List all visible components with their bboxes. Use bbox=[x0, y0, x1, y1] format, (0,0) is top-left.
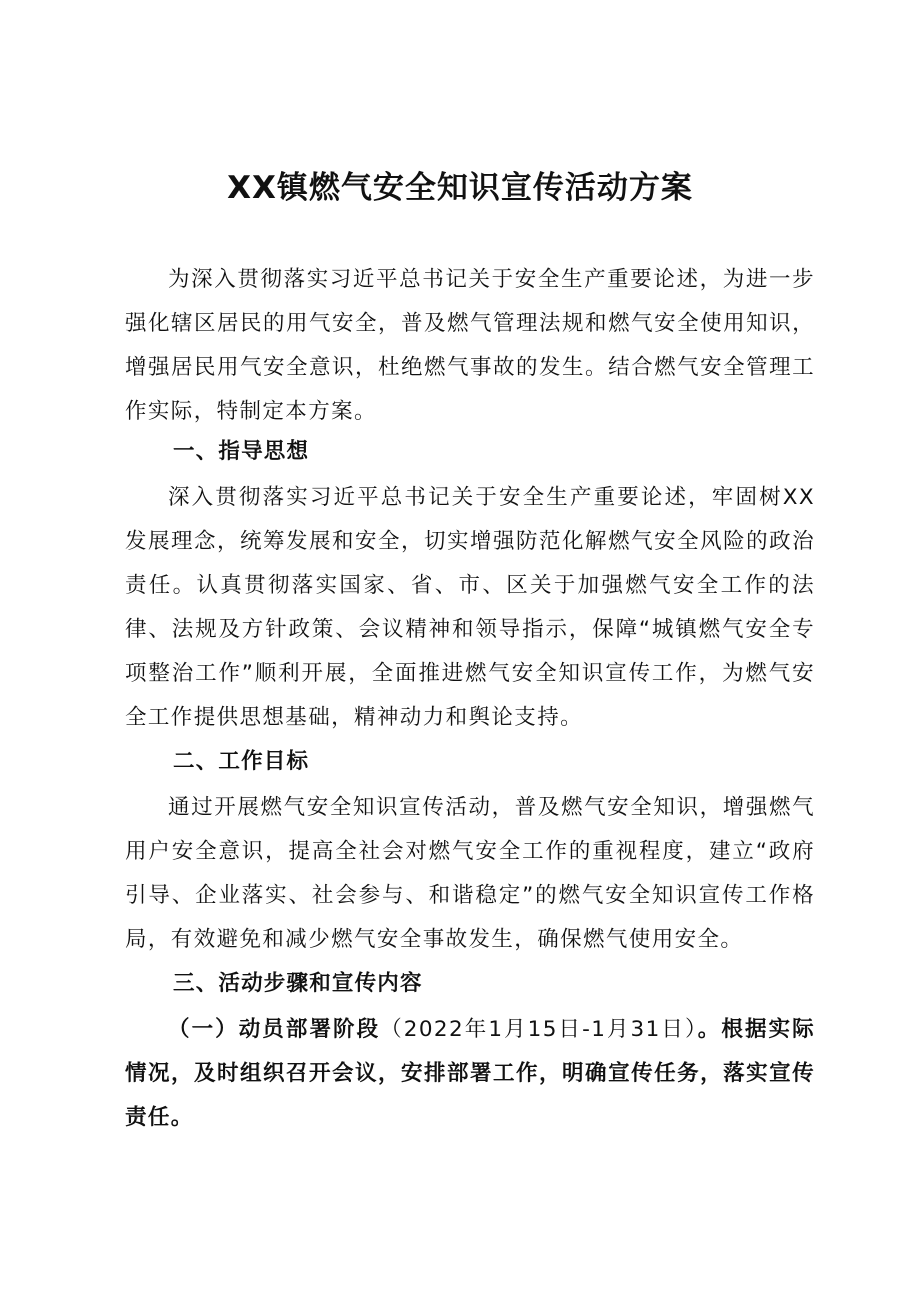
work-goals-paragraph: 通过开展燃气安全知识宣传活动，普及燃气安全知识，增强燃气用户安全意识，提高全社会对燃气安全工作的重视程度，建立“政府引导、企业落实、社会参与、和谐稳定”的燃气安全知识宣传工作格局，有效避免和减少燃气安全事故发生，确保燃气使用安全。 bbox=[125, 795, 815, 952]
document-title: XX镇燃气安全知识宣传活动方案 bbox=[227, 170, 693, 206]
section-heading-guiding-ideology: 一、指导思想 bbox=[173, 439, 310, 464]
guiding-ideology-paragraph: 深入贯彻落实习近平总书记关于安全生产重要论述，牢固树XX发展理念，统筹发展和安全，切实增强防范化解燃气安全风险的政治责任。认真贯彻落实国家、省、市、区关于加强燃气安全工作的法律、法规及方针政策、会议精神和领导指示，保障“城镇燃气安全专项整治工作”顺利开展，全面推进燃气安全知识宣传工作，为燃气安全工作提供思想基础，精神动力和舆论支持。 bbox=[125, 485, 815, 730]
section-heading-activity-steps: 三、活动步骤和宣传内容 bbox=[173, 971, 423, 996]
mobilization-stage-label: （一）动员部署阶段 bbox=[168, 1017, 381, 1042]
section-heading-work-goals: 二、工作目标 bbox=[173, 749, 310, 774]
intro-paragraph: 为深入贯彻落实习近平总书记关于安全生产重要论述，为进一步强化辖区居民的用气安全，普及燃气管理法规和燃气安全使用知识，增强居民用气安全意识，杜绝燃气事故的发生。结合燃气安全管理工作实际，特制定本方案。 bbox=[125, 267, 815, 424]
mobilization-paragraph bbox=[125, 1008, 815, 1140]
mobilization-stage-text: 。根据实际情况，及时组织召开会议，安排部署工作，明确宣传任务，落实宣传责任。 bbox=[125, 1017, 815, 1130]
mobilization-stage-date: （2022年1月15日-1月31日） bbox=[380, 1017, 698, 1042]
